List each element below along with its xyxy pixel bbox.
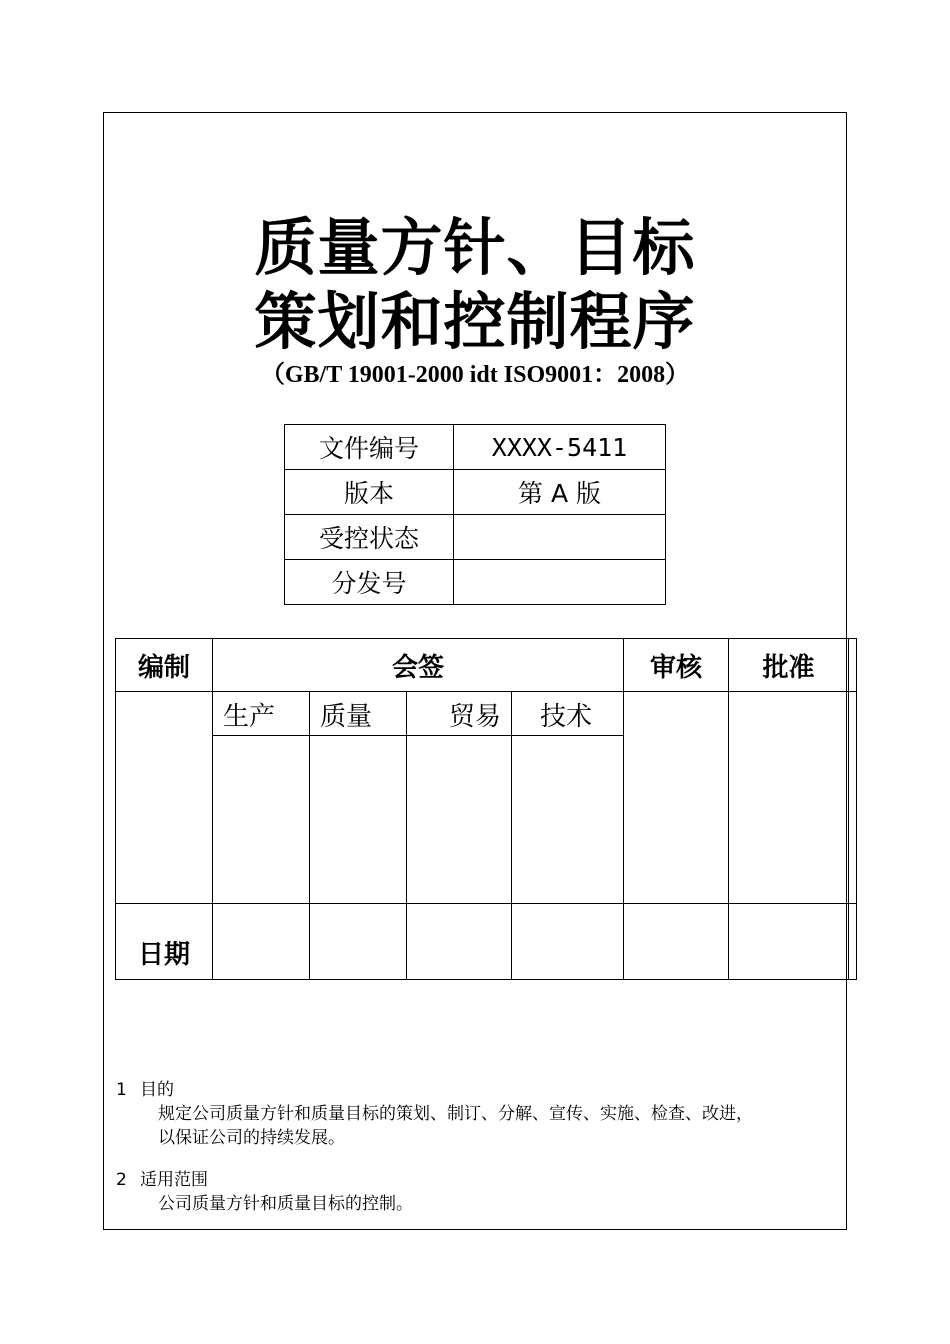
dept-trade: 贸易 (407, 692, 512, 736)
date-label: 日期 (116, 904, 213, 980)
section-1-line-2: 以保证公司的持续发展。 (158, 1128, 345, 1148)
title-line-2: 策划和控制程序 (254, 285, 696, 358)
trade-sign-cell (407, 736, 512, 904)
date-cell (407, 904, 512, 980)
dept-production: 生产 (213, 692, 310, 736)
table-row (116, 692, 857, 736)
date-cell (512, 904, 624, 980)
table-row (285, 515, 666, 560)
control-status-value (454, 515, 666, 560)
distribution-number-label: 分发号 (285, 560, 454, 605)
signoff-table (115, 638, 857, 980)
review-cell (624, 692, 729, 904)
date-cell (729, 904, 849, 980)
compile-cell (116, 692, 213, 904)
version-label: 版本 (285, 470, 454, 515)
approve-cell (729, 692, 849, 904)
compile-header: 编制 (116, 639, 213, 692)
section-1-heading (116, 1078, 174, 1102)
document-info-table (284, 424, 666, 605)
section-number: 2 (116, 1170, 127, 1190)
edge-cell (849, 692, 857, 904)
distribution-number-value (454, 560, 666, 605)
date-cell (310, 904, 407, 980)
countersign-header: 会签 (213, 639, 624, 692)
dept-quality: 质量 (310, 692, 407, 736)
control-status-label: 受控状态 (285, 515, 454, 560)
review-header: 审核 (624, 639, 729, 692)
section-title: 目的 (140, 1080, 174, 1100)
dept-tech: 技术 (512, 692, 624, 736)
date-cell (624, 904, 729, 980)
section-title: 适用范围 (140, 1170, 208, 1190)
standard-reference: （GB/T 19001-2000 idt ISO9001：2008） (260, 362, 690, 388)
table-row (116, 904, 857, 980)
quality-sign-cell (310, 736, 407, 904)
section-number: 1 (116, 1080, 127, 1100)
date-cell (213, 904, 310, 980)
title-line-1: 质量方针、目标 (254, 211, 696, 284)
file-number-label: 文件编号 (285, 425, 454, 470)
edge-cell (849, 639, 857, 692)
tech-sign-cell (512, 736, 624, 904)
section-2-heading (116, 1168, 208, 1192)
production-sign-cell (213, 736, 310, 904)
table-row (116, 639, 857, 692)
version-value: 第 A 版 (454, 470, 666, 515)
table-row (285, 470, 666, 515)
section-1-line-1: 规定公司质量方针和质量目标的策划、制订、分解、宣传、实施、检查、改进， (158, 1104, 753, 1124)
section-2-line-1: 公司质量方针和质量目标的控制。 (158, 1194, 413, 1214)
approve-header: 批准 (729, 639, 849, 692)
table-row (285, 425, 666, 470)
file-number-value: XXXX-5411 (454, 425, 666, 470)
table-row (285, 560, 666, 605)
edge-cell (849, 904, 857, 980)
